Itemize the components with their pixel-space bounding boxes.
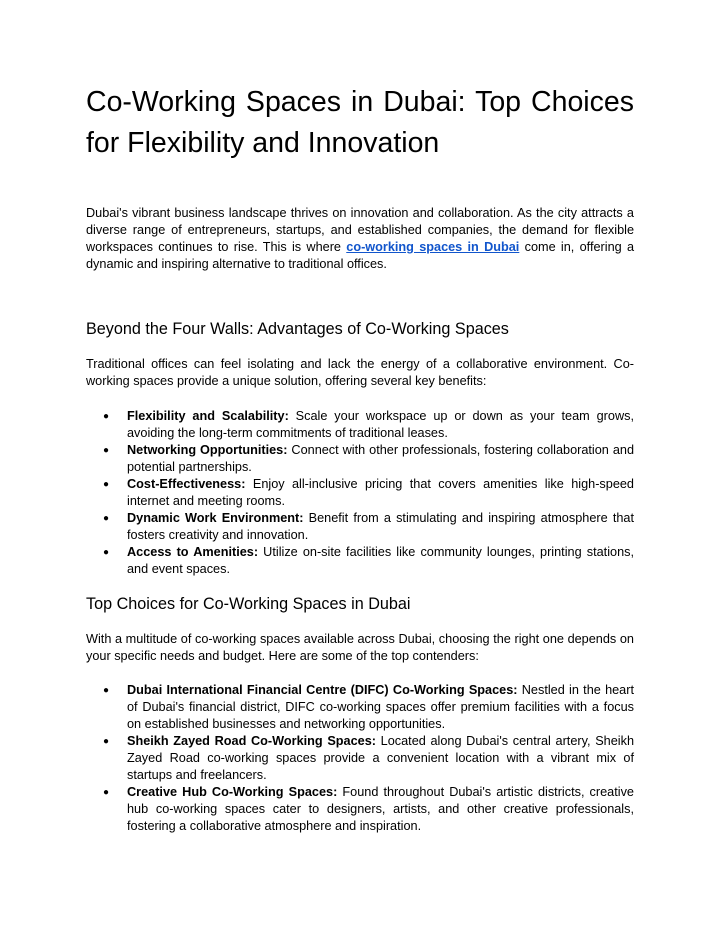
- list-item: [86, 442, 634, 476]
- list-item: [86, 408, 634, 442]
- list-item: [86, 544, 634, 578]
- item-text: Located along Dubai's central artery, Sheikh Zayed Road co-working spaces provide a convenient location with a vibrant mix of startups and freelancers.: [127, 733, 634, 783]
- item-term: Cost-Effectiveness:: [127, 476, 246, 491]
- bullet-icon: ●: [103, 547, 110, 559]
- intro-paragraph: [86, 205, 634, 273]
- list-item: [86, 784, 634, 835]
- list-item: [86, 510, 634, 544]
- item-term: Flexibility and Scalability:: [127, 408, 289, 423]
- top-choices-list: [86, 682, 634, 836]
- advantages-heading: Beyond the Four Walls: Advantages of Co-Working Spaces: [86, 320, 509, 339]
- list-item: [86, 733, 634, 784]
- intro-text-after-link: come in, offering a dynamic and inspiring alternative to traditional offices.: [86, 240, 635, 272]
- item-term: Creative Hub Co-Working Spaces:: [127, 785, 338, 800]
- item-text: Scale your workspace up or down as your team grows, avoiding the long-term commitments of traditional leases.: [127, 408, 634, 440]
- list-item: [86, 682, 634, 733]
- bullet-icon: ●: [103, 444, 110, 456]
- bullet-icon: ●: [103, 478, 110, 490]
- list-item: [86, 476, 634, 510]
- page-title: Co-Working Spaces in Dubai: Top Choices for Flexibility and Innovation: [86, 86, 634, 159]
- item-text: Benefit from a stimulating and inspiring atmosphere that fosters creativity and innovation.: [127, 511, 634, 543]
- item-text: Nestled in the heart of Dubai's financial district, DIFC co-working spaces offer premium facilities with a focus on established businesses and networking opportunities.: [127, 682, 634, 731]
- item-term: Access to Amenities:: [127, 545, 259, 560]
- coworking-dubai-link[interactable]: co-working spaces in Dubai: [346, 240, 520, 255]
- item-term: Dubai International Financial Centre (DIFC) Co-Working Spaces:: [127, 682, 518, 697]
- benefits-list: [86, 408, 634, 579]
- bullet-icon: ●: [103, 513, 110, 525]
- item-text: Found throughout Dubai's artistic districts, creative hub co-working spaces cater to designers, artists, and other creative professionals, fostering a collaborative atmosphere and inspiration.: [127, 785, 634, 834]
- top-choices-intro: With a multitude of co-working spaces available across Dubai, choosing the right one depends on your specific needs and budget. Here are some of the top contenders:: [86, 631, 634, 663]
- bullet-icon: ●: [103, 787, 110, 799]
- bullet-icon: ●: [103, 684, 110, 696]
- item-text: Connect with other professionals, fostering collaboration and potential partnerships.: [127, 442, 634, 474]
- item-term: Sheikh Zayed Road Co-Working Spaces:: [127, 733, 376, 748]
- item-text: Utilize on-site facilities like community lounges, printing stations, and event spaces.: [127, 545, 634, 577]
- bullet-icon: ●: [103, 735, 110, 747]
- item-term: Dynamic Work Environment:: [127, 511, 304, 526]
- intro-text-before-link: Dubai's vibrant business landscape thrives on innovation and collaboration. As the city attracts a diverse range of entrepreneurs, startups, and established companies, the demand for flexible workspaces continues to rise. This is where: [86, 206, 634, 255]
- bullet-icon: ●: [103, 410, 110, 422]
- item-term: Networking Opportunities:: [127, 442, 288, 457]
- item-text: Enjoy all-inclusive pricing that covers amenities like high-speed internet and meeting rooms.: [127, 476, 634, 509]
- advantages-intro: Traditional offices can feel isolating and lack the energy of a collaborative environment. Co-working spaces provide a unique solution, offering several key benefits:: [86, 357, 634, 389]
- top-choices-heading: Top Choices for Co-Working Spaces in Dubai: [86, 594, 411, 613]
